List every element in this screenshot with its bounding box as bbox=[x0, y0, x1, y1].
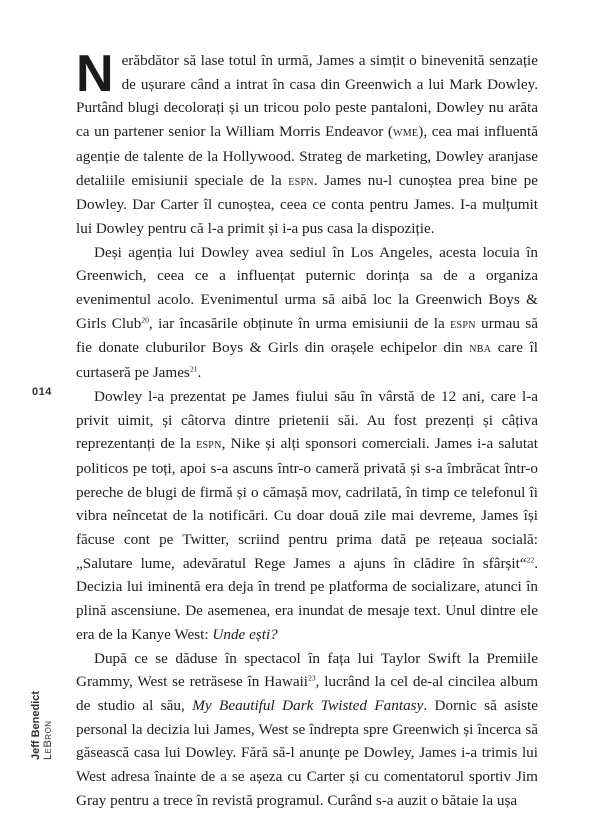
small-caps-nba: nba bbox=[469, 340, 492, 357]
page-number: 014 bbox=[32, 386, 52, 398]
running-head-author: Jeff Benedict bbox=[30, 690, 42, 760]
body-text bbox=[76, 45, 539, 813]
small-caps-wme: wme bbox=[392, 124, 419, 141]
footnote-ref-20: 20 bbox=[141, 315, 149, 325]
drop-cap: N bbox=[76, 45, 114, 103]
small-caps-espn: espn bbox=[450, 315, 476, 332]
small-caps-espn: espn bbox=[288, 172, 314, 189]
running-head-book-title: LeBron bbox=[42, 720, 54, 760]
paragraph-1: Nerăbdător să lase totul în urmă, James a simțit o binevenită senzație de ușurare când a intrat în casa din Greenwich a lui Mark Dowley. Purtând blugi decolorați și un tricou polo peste pantaloni, Dowley nu arăta ca un partener senior la William Morris Endeavor (wme), cea mai influentă agenție de talente de la Hollywood. Strateg de marketing, Dowley aranjase detaliile emisiunii speciale de la espn. James nu-l cunoștea prea bine pe Dowley. Dar Carter îl cunoștea, ceea ce conta pentru James. I-a mulțumit lui Dowley pentru că l-a primit și i-a pus casa la dispoziție. bbox=[76, 45, 538, 237]
footnote-ref-23: 23 bbox=[308, 673, 316, 683]
running-head bbox=[30, 691, 54, 760]
italic-album-title: My Beautiful Dark Twisted Fantasy bbox=[192, 696, 424, 714]
footnote-ref-21: 21 bbox=[189, 364, 198, 374]
footnote-ref-22: 22 bbox=[526, 555, 535, 565]
italic-quote: Unde ești? bbox=[212, 625, 278, 643]
paragraph-3: Dowley l-a prezentat pe James fiului său în vârstă de 12 ani, care l-a privit uimit, și câtorva dintre prietenii săi. Au fost prezenți și câțiva reprezentanți de la espn, Nike și alți sponsori comerciali. James i-a salutat politicos pe toți, apoi s-a ascuns într-o cameră privată și s-a îmbrăcat într-o pereche de blugi de firmă și o cămașă mov, cadrilată, în timp ce telefonul îi vibra neîncetat de la notificări. Cu doar două zile mai devreme, James își făcuse cont pe Twitter, scriind pentru prima dată pe rețeaua socială: „Salutare lume, adevăratul Rege James a ajuns în clădire în sfârșit“$^{22}$. Decizia lui iminentă era deja în trend pe platforma de socializare, atunci în plină ascensiune. De asemenea, era inundat de mesaje text. Unul dintre ele era de la Kanye West: Unde ești? bbox=[76, 387, 538, 643]
paragraph-4: După ce se dăduse în spectacol în fața lui Taylor Swift la Premiile Grammy, West se retrăsese în Hawaii$^{23}$, lucrând la cel de-al cincilea album de studio al său, My Beautiful Dark Twisted Fantasy. Dornic să asiste personal la decizia lui James, West se îndrepta spre Greenwich și încerca să găsească casa lui Dowley. Fără să-l anunțe pe Dowley, James i-a trimis lui West adresa înainte de a se așeza cu Carter și cu comentatorul sportiv Jim Gray pentru a trece în revistă programul. Curând s-a auzit o bătaie la ușa bbox=[76, 649, 539, 809]
small-caps-espn: espn bbox=[196, 436, 222, 453]
paragraph-2: Deși agenția lui Dowley avea sediul în Los Angeles, acesta locuia în Greenwich, ceea ce a influențat puternic dorința sa de a organiza evenimentul acolo. Evenimentul urma să aibă loc la Greenwich Boys & Girls Club$^{20}$, iar încasările obținute în urma emisiunii de la espn urmau să fie donate cluburilor Boys & Girls din orașele echipelor din nba care îl curtaseră pe James$^{21}$. bbox=[76, 243, 538, 382]
